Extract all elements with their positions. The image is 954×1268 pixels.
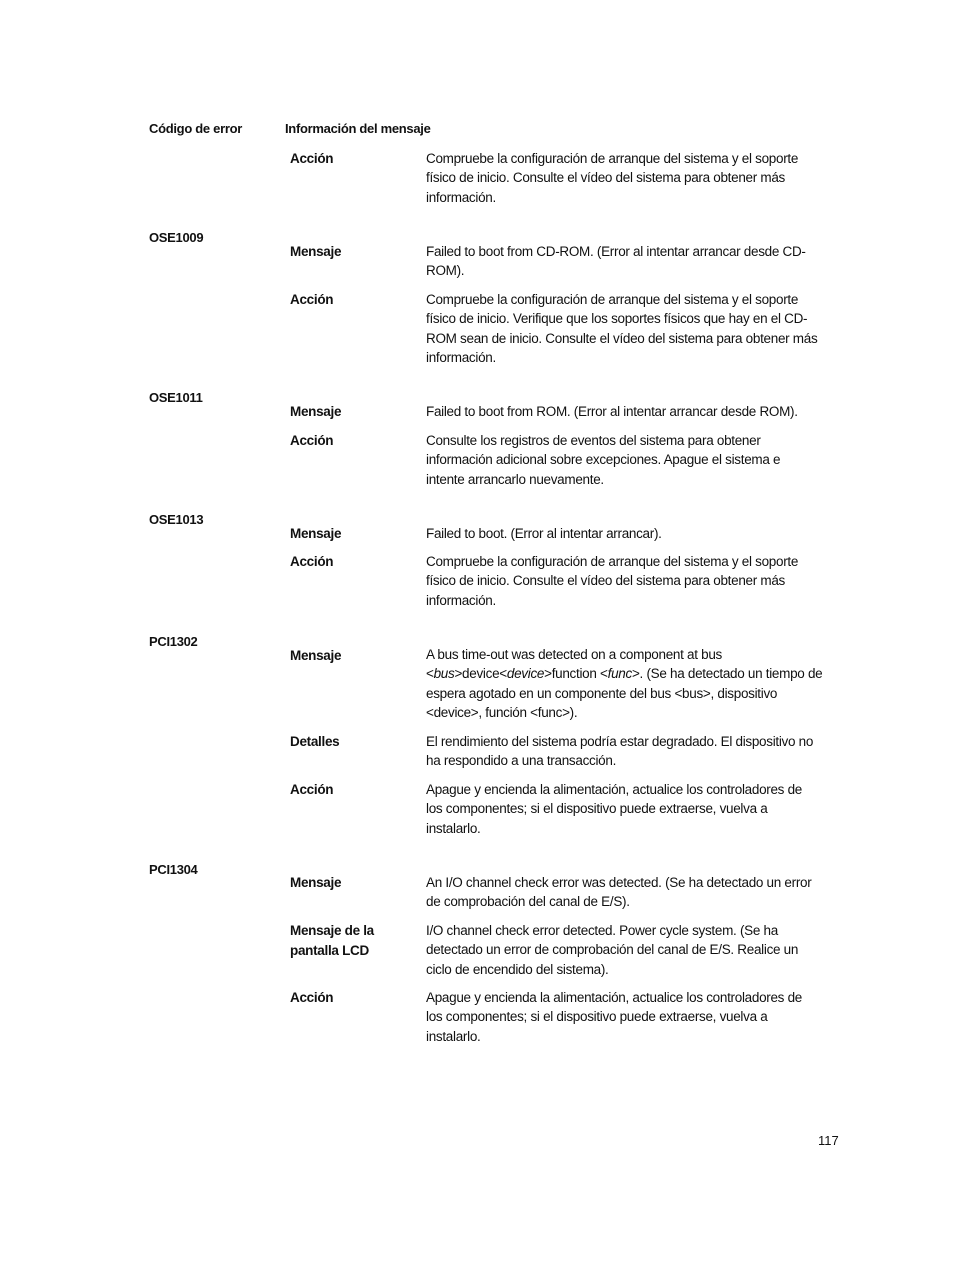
row-value <box>426 732 834 771</box>
text-line: Failed to boot from ROM. (Error al intentar arrancar desde ROM). <box>426 404 798 419</box>
row-value <box>426 149 834 207</box>
row-label-accion: Acción <box>290 554 334 569</box>
text-fragment: >device< <box>454 666 507 682</box>
text-line: I/O channel check error detected. Power cycle system. (Se ha <box>426 923 778 938</box>
text-line: A bus time-out was detected on a component at bus <box>426 647 722 662</box>
text-line: Apague y encienda la alimentación, actualice los controladores de <box>426 990 803 1005</box>
column-header-code: Código de error <box>149 121 243 136</box>
text-fragment: >function < <box>544 666 608 682</box>
text-line: instalarlo. <box>426 1028 481 1044</box>
error-code: PCI1304 <box>149 862 198 877</box>
text-line: ha respondido a una transacción. <box>426 753 617 769</box>
text-line: El rendimiento del sistema podría estar degradado. El dispositivo no <box>426 734 814 749</box>
text-line: Compruebe la configuración de arranque del sistema y el soporte <box>426 554 799 569</box>
text-line: instalarlo. <box>426 820 481 836</box>
text-line: información. <box>426 189 496 205</box>
text-line: intente arrancarlo nuevamente. <box>426 471 604 487</box>
text-line: físico de inicio. Consulte el vídeo del sistema para obtener más <box>426 170 785 186</box>
text-line: Failed to boot from CD-ROM. (Error al intentar arrancar desde CD- <box>426 244 806 259</box>
row-value <box>426 780 834 838</box>
row-label-mensaje: Mensaje <box>290 404 342 419</box>
row-label-mensaje: Mensaje <box>290 648 342 663</box>
text-line: información adicional sobre excepciones. Apague el sistema e <box>426 452 781 468</box>
text-line: Failed to boot. (Error al intentar arrancar). <box>426 526 662 541</box>
row-value <box>426 524 834 543</box>
row-value <box>426 645 834 722</box>
page-number: 117 <box>818 1133 839 1148</box>
text-line-rich <box>426 664 834 683</box>
row-label-accion: Acción <box>290 990 334 1005</box>
row-value <box>426 290 834 367</box>
row-label-mensaje: Mensaje <box>290 875 342 890</box>
error-code: OSE1011 <box>149 390 203 405</box>
row-value <box>426 402 834 421</box>
placeholder-bus: bus <box>433 666 455 682</box>
text-line: los componentes; si el dispositivo puede extraerse, vuelva a <box>426 1009 768 1025</box>
text-line: ciclo de encendido del sistema). <box>426 961 609 977</box>
text-line: físico de inicio. Consulte el vídeo del sistema para obtener más <box>426 573 785 589</box>
text-fragment: < <box>426 666 434 682</box>
column-header-info: Información del mensaje <box>285 121 431 136</box>
error-code: OSE1013 <box>149 512 204 527</box>
text-line: An I/O channel check error was detected. (Se ha detectado un error <box>426 875 812 890</box>
label-line: Mensaje de la <box>290 923 374 938</box>
placeholder-func: func <box>607 666 632 682</box>
text-line: ROM). <box>426 263 465 279</box>
text-line: de comprobación del canal de E/S). <box>426 894 630 910</box>
text-line: Consulte los registros de eventos del sistema para obtener <box>426 433 761 448</box>
row-value <box>426 988 834 1046</box>
row-label-mensaje-lcd <box>290 921 410 960</box>
text-line: Apague y encienda la alimentación, actualice los controladores de <box>426 782 803 797</box>
row-value <box>426 921 834 979</box>
text-line: información. <box>426 592 496 608</box>
text-line: físico de inicio. Verifique que los soportes físicos que hay en el CD- <box>426 311 808 327</box>
text-line: <device>, función <func>). <box>426 704 578 720</box>
row-label-mensaje: Mensaje <box>290 244 342 259</box>
text-line: detectado un error de comprobación del canal de E/S. Realice un <box>426 942 799 958</box>
text-line: los componentes; si el dispositivo puede extraerse, vuelva a <box>426 801 768 817</box>
row-label-mensaje: Mensaje <box>290 526 342 541</box>
text-line: ROM sean de inicio. Consulte el vídeo del sistema para obtener más <box>426 330 818 346</box>
row-value <box>426 242 834 281</box>
row-value <box>426 873 834 912</box>
text-fragment: >. (Se ha detectado un tiempo de <box>631 666 823 682</box>
text-line: Compruebe la configuración de arranque del sistema y el soporte <box>426 292 799 307</box>
row-value <box>426 552 834 610</box>
row-value <box>426 431 834 489</box>
row-label-detalles: Detalles <box>290 734 340 749</box>
text-line: espera agotado en un componente del bus <bus>, dispositivo <box>426 685 778 701</box>
row-label-accion: Acción <box>290 782 334 797</box>
row-label-accion: Acción <box>290 292 334 307</box>
text-line: información. <box>426 349 496 365</box>
row-label-accion: Acción <box>290 151 334 166</box>
placeholder-device: device <box>506 666 545 682</box>
error-code: PCI1302 <box>149 634 198 649</box>
label-line: pantalla LCD <box>290 942 369 958</box>
text-line: Compruebe la configuración de arranque del sistema y el soporte <box>426 151 799 166</box>
error-code: OSE1009 <box>149 230 204 245</box>
row-label-accion: Acción <box>290 433 334 448</box>
